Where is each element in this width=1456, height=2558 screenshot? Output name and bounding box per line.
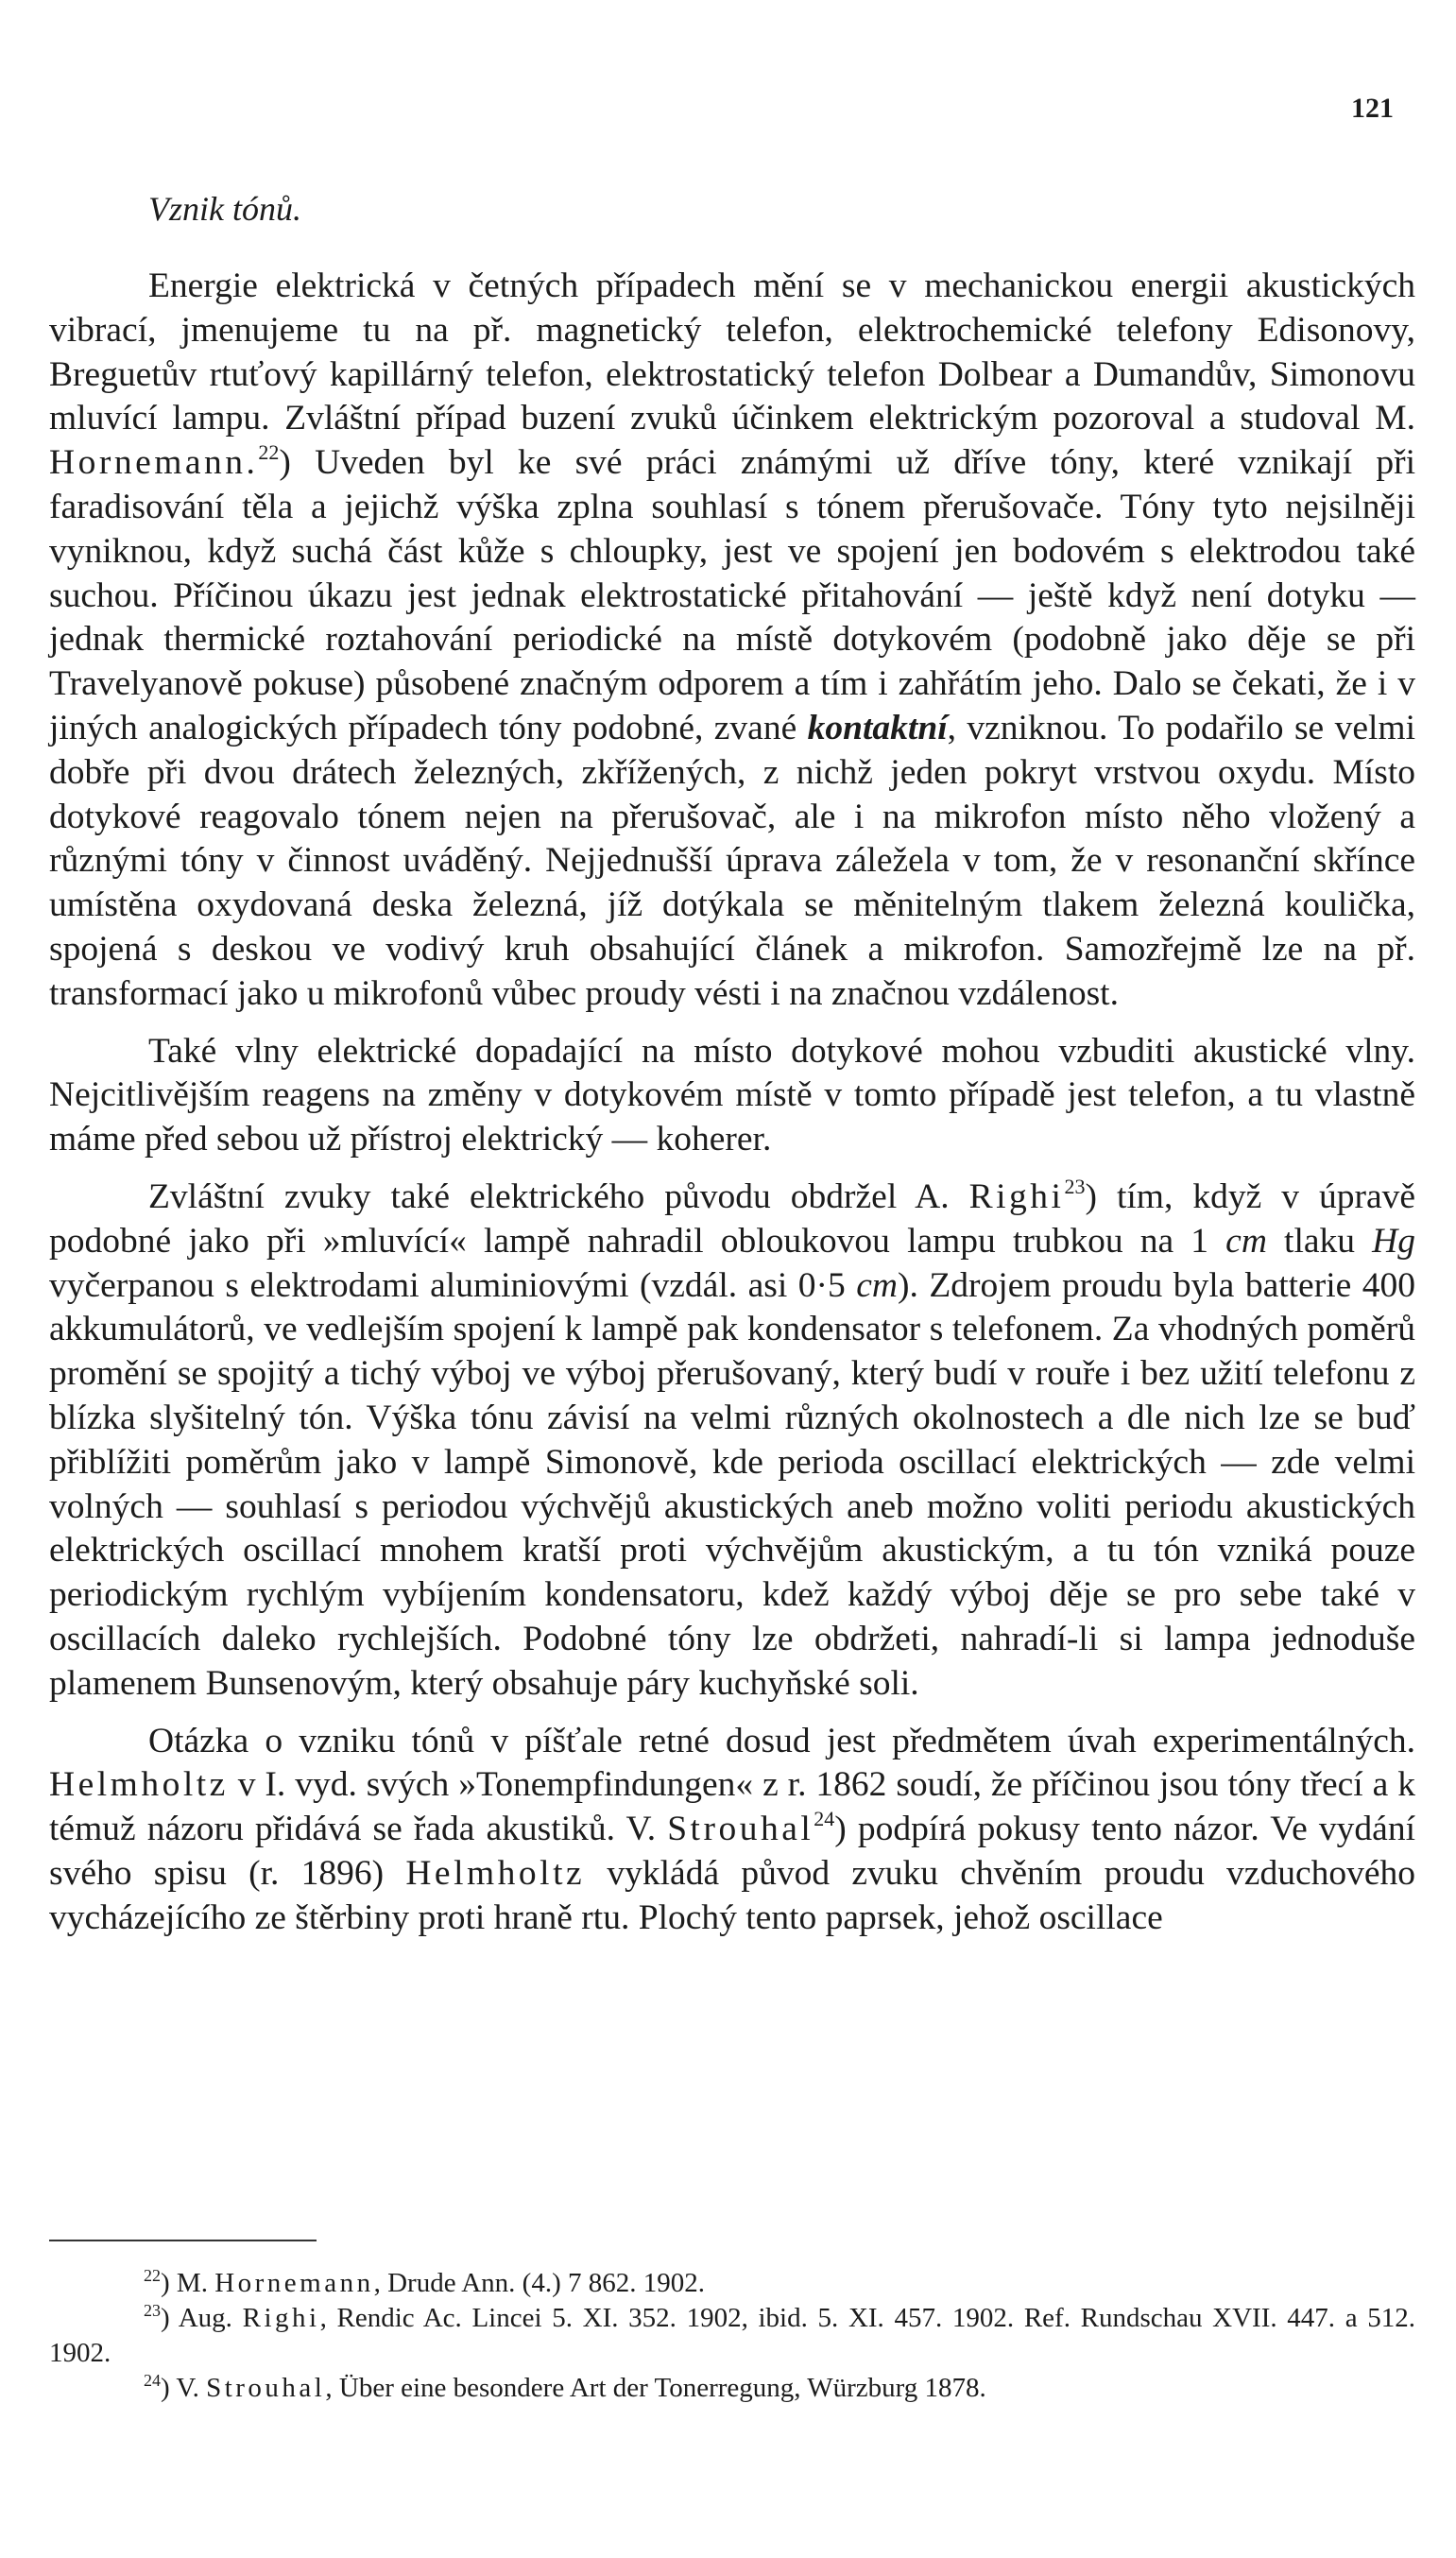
text-run: ). Zdrojem proudu byla batterie 400 akkumulátorů, ve vedlejším spojení k lampě pak kondensator s telefonem. Za vhodných poměrů promění se spojitý a tichý výboj ve výboj přerušovaný, který budí v rouře i bez užití telefonu z blízka slyšitelný tón. Výška tónu závisí na velmi různých okolnostech a dle nich lze se buď přiblížiti poměrům jako v lampě Simonově, kde perioda oscillací elektrických — zde velmi volných — souhlasí s periodou výchvějů akustických aneb možno voliti periodu akustických elektrických oscillací mnohem kratší proti výchvějům akustickým, a tu tón vzniká pouze periodickým rychlým vybíjením kondensatoru, kdež každý výboj děje se pro sebe také v oscillacích daleko rychlejších. Podobné tóny lze obdržeti, nahradí-li si lampa jednoduše plamenem Bunsenovým, který obsahuje páry kuchyňské soli. [49,1265,1416,1703]
footnote-ref: 22 [258,440,280,465]
author-name: Hornemann. [49,443,259,483]
text-run: , Über eine besondere Art der Tonerregung, Würzburg 1878. [325,2373,986,2403]
paragraph [49,1176,1415,1707]
unit: cm [856,1265,899,1305]
page-number: 121 [1351,93,1394,124]
text-run: ) podpírá pokusy tento názor. Ve vydání svého spisu (r. 1896) [49,1810,1415,1893]
author-name: Hornemann [214,2268,374,2298]
footnote-divider [49,2240,317,2241]
text-run: , Rendic Ac. Lincei 5. XI. 352. 1902, ibid. 5. XI. 457. 1902. Ref. Rundschau XVII. 447. a 512. 1902. [49,2303,1416,2368]
paragraph [49,265,1415,1017]
footnote [49,2301,1415,2371]
text-run: v I. vyd. svých »Tonempfindungen« z r. 1862 soudí, že příčinou jsou tóny třecí a k témuž názoru přidává se řada akustiků. V. [49,1765,1415,1849]
paragraph [49,1720,1415,1941]
footnote-ref: 23 [1064,1174,1086,1198]
text-run: vyčerpanou s elektrodami aluminiovými (vzdál. asi 0·5 [49,1265,857,1305]
footnote-number: 22 [144,2266,161,2285]
text-run: , Drude Ann. (4.) 7 862. 1902. [373,2268,705,2298]
footnote [49,2266,1415,2301]
text-run: Také vlny elektrické dopadající na místo dotykové mohou vzbuditi akustické vlny. Nejcitlivějším reagens na změny v dotykovém místě v tomto případě jest telefon, a tu vlastně máme před sebou už přístroj elektrický — koherer. [49,1031,1415,1159]
text-run: ) tím, když v úpravě podobné jako při »mluvící« lampě nahradil obloukovou lampu trubkou na 1 [49,1176,1416,1261]
text-run: ) Aug. [161,2303,243,2333]
author-name: Strouhal [206,2373,326,2403]
text-run: tlaku [1266,1221,1373,1261]
footnote-number: 24 [144,2371,161,2390]
paragraph [49,1030,1415,1162]
footnote-ref: 24 [814,1807,835,1831]
section-title: Vznik tónů. [148,190,301,228]
body-text [49,265,1415,1953]
text-run: Zvláštní zvuky také elektrického původu obdržel A. [148,1176,969,1216]
footnote-number: 23 [144,2301,161,2320]
text-run: ) V. [161,2373,207,2403]
emphasized-term: kontaktní [807,708,948,747]
text-run: , vzniknou. To podařilo se velmi dobře při dvou drátech železných, zkřížených, z nichž jeden pokryt vrstvou oxydu. Místo dotykové reagovalo tónem nejen na přerušovač, ale i na mikrofon místo něho vložený a různými tóny v činnost uváděný. Nejjednušší úprava záležela v tom, že v resonanční skřínce umístěna oxydovaná deska železná, jíž dotýkala se měnitelným tlakem železná koulička, spojená s deskou ve vodivý kruh obsahující článek a mikrofon. Samozřejmě lze na př. transformací jako u mikrofonů vůbec proudy vésti i na značnou vzdálenost. [49,708,1415,1013]
author-name: Righi [968,1176,1065,1216]
chemical-symbol: Hg [1372,1221,1416,1261]
footnotes [49,2266,1415,2406]
author-name: Righi [242,2303,320,2333]
footnote [49,2371,1415,2406]
author-name: Strouhal [667,1810,814,1849]
author-name: Helmholtz [49,1765,229,1805]
text-run: vykládá původ zvuku chvěním proudu vzduchového vycházejícího ze štěrbiny proti hraně rtu. Plochý tento paprsek, jehož oscillace [49,1853,1415,1937]
unit: cm [1225,1221,1267,1261]
author-name: Helmholtz [405,1853,586,1893]
text-run: ) Uveden byl ke své práci známými už dříve tóny, které vznikají při faradisování těla a jejichž výška zplna souhlasí s tónem přerušovače. Tóny tyto nejsilněji vyniknou, když suchá část kůže s chloupky, jest ve spojení jen bodovém s elektrodou také suchou. Příčinou úkazu jest jednak elektrostatické přitahování — ještě když není dotyku — jednak thermické roztahování periodické na místě dotykovém (podobně jako děje se při Travelyanově pokuse) působené značným odporem a tím i zahřátím jeho. Dalo se čekati, že i v jiných analogických případech tóny podobné, zvané [49,443,1415,747]
text-run: Otázka o vzniku tónů v píšťale retné dosud jest předmětem úvah experimentálných. [148,1721,1415,1760]
text-run: Energie elektrická v četných případech mění se v mechanickou energii akustických vibrací, jmenujeme tu na př. magnetický telefon, elektrochemické telefony Edisonovy, Breguetův rtuťový kapillárný telefon, elektrostatický telefon Dolbear a Dumandův, Simonovu mluvící lampu. Zvláštní případ buzení zvuků účinkem elektrickým pozoroval a studoval M. [49,266,1415,438]
text-run: ) M. [161,2268,215,2298]
